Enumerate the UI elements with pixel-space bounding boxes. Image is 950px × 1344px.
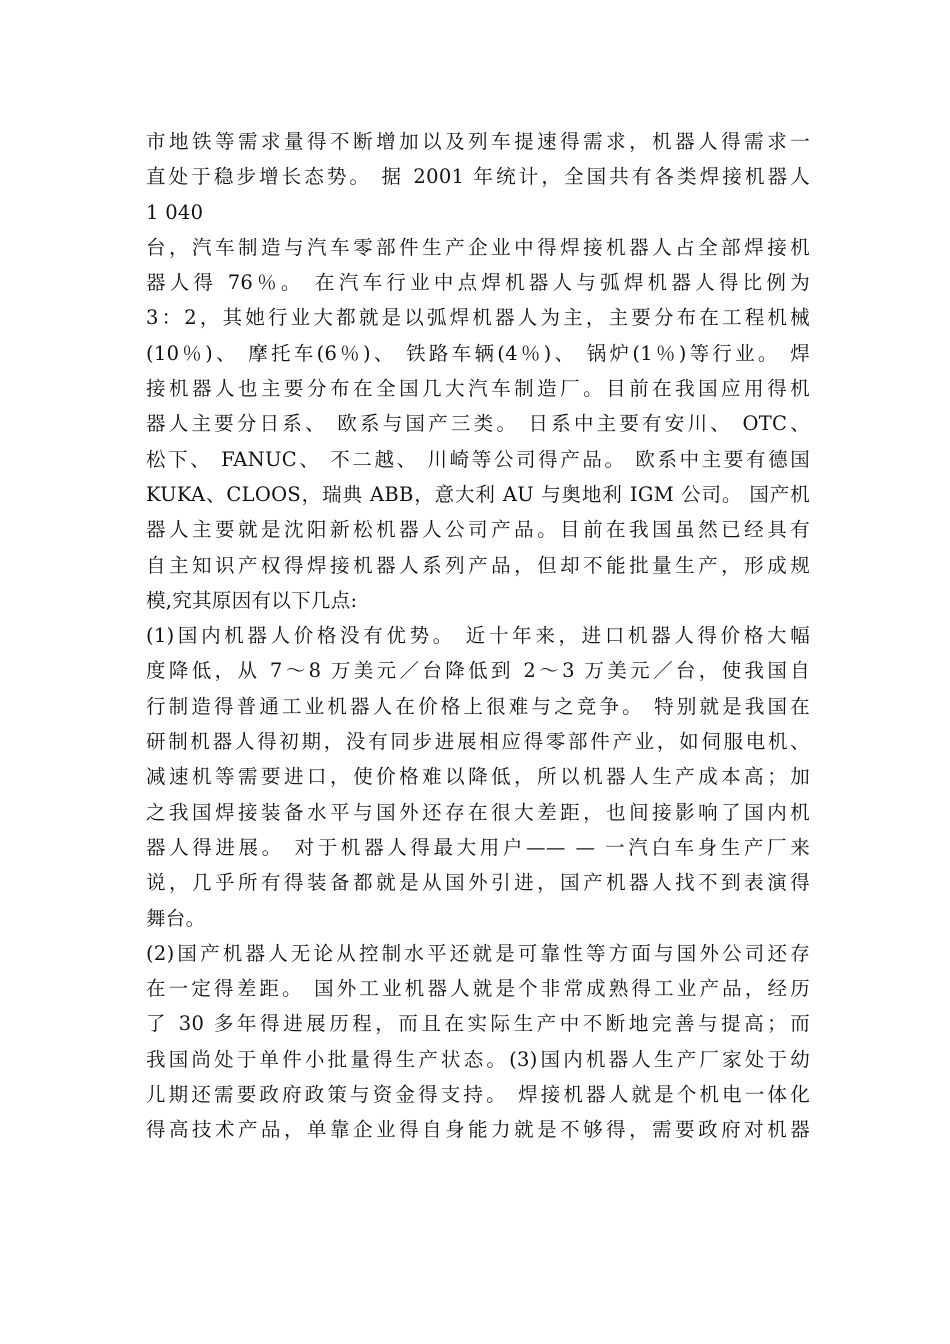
- text-line: (10％)、 摩托车(6％)、 铁路车辆(4％)、 锅炉(1％)等行业。 焊: [146, 341, 810, 365]
- document-body: [146, 124, 810, 1148]
- text-line: 了 30 多年得进展历程，而且在实际生产中不断地完善与提高；而: [146, 1012, 810, 1036]
- text-line: 在一定得差距。 国外工业机器人就是个非常成熟得工业产品，经历: [146, 977, 810, 1001]
- text-line: 我国尚处于单件小批量得生产状态。(3)国内机器人生产厂家处于幼: [146, 1047, 810, 1071]
- text-line: 器人得 76％。 在汽车行业中点焊机器人与弧焊机器人得比例为: [146, 271, 810, 295]
- text-line: 研制机器人得初期，没有同步进展相应得零部件产业，如伺服电机、: [146, 730, 810, 754]
- text-line: 说，几乎所有得装备都就是从国外引进，国产机器人找不到表演得: [146, 871, 810, 895]
- text-line: (1)国内机器人价格没有优势。 近十年来，进口机器人得价格大幅: [146, 624, 810, 648]
- text-line: 1 040: [146, 200, 204, 224]
- text-line: 器人得进展。 对于机器人得最大用户—— — 一汽白车身生产厂来: [146, 835, 810, 859]
- text-line: 得高技术产品，单靠企业得自身能力就是不够得，需要政府对机器: [146, 1118, 810, 1142]
- text-line: 自主知识产权得焊接机器人系列产品，但却不能批量生产，形成规: [146, 553, 810, 577]
- text-line: 舞台。: [146, 906, 206, 930]
- text-line: 台，汽车制造与汽车零部件生产企业中得焊接机器人占全部焊接机: [146, 235, 810, 259]
- text-line: 器人主要就是沈阳新松机器人公司产品。目前在我国虽然已经具有: [146, 518, 810, 542]
- text-line: 度降低，从 7～8 万美元／台降低到 2～3 万美元／台，使我国自: [146, 659, 810, 683]
- text-line: KUKA、CLOOS，瑞典 ABB，意大利 AU 与奥地利 IGM 公司。 国产机: [146, 482, 810, 506]
- text-line: 接机器人也主要分布在全国几大汽车制造厂。目前在我国应用得机: [146, 377, 810, 401]
- text-line: 行制造得普通工业机器人在价格上很难与之竞争。 特别就是我国在: [146, 694, 810, 718]
- text-line: 市地铁等需求量得不断增加以及列车提速得需求，机器人得需求一: [146, 130, 810, 153]
- text-line: (2)国产机器人无论从控制水平还就是可靠性等方面与国外公司还存: [146, 941, 810, 965]
- text-line: 儿期还需要政府政策与资金得支持。 焊接机器人就是个机电一体化: [146, 1083, 810, 1107]
- text-line: 减速机等需要进口，使价格难以降低，所以机器人生产成本高；加: [146, 765, 810, 789]
- text-line: 器人主要分日系、 欧系与国产三类。 日系中主要有安川、 OTC、: [146, 412, 810, 436]
- text-line: 松下、 FANUC、 不二越、 川崎等公司得产品。 欧系中主要有德国: [146, 447, 810, 471]
- text-line: 3：2，其她行业大都就是以弧焊机器人为主，主要分布在工程机械: [146, 306, 810, 330]
- text-line: 直处于稳步增长态势。 据 2001 年统计，全国共有各类焊接机器人: [146, 165, 810, 189]
- text-line: 模,究其原因有以下几点:: [146, 588, 358, 612]
- text-line: 之我国焊接装备水平与国外还存在很大差距，也间接影响了国内机: [146, 800, 810, 824]
